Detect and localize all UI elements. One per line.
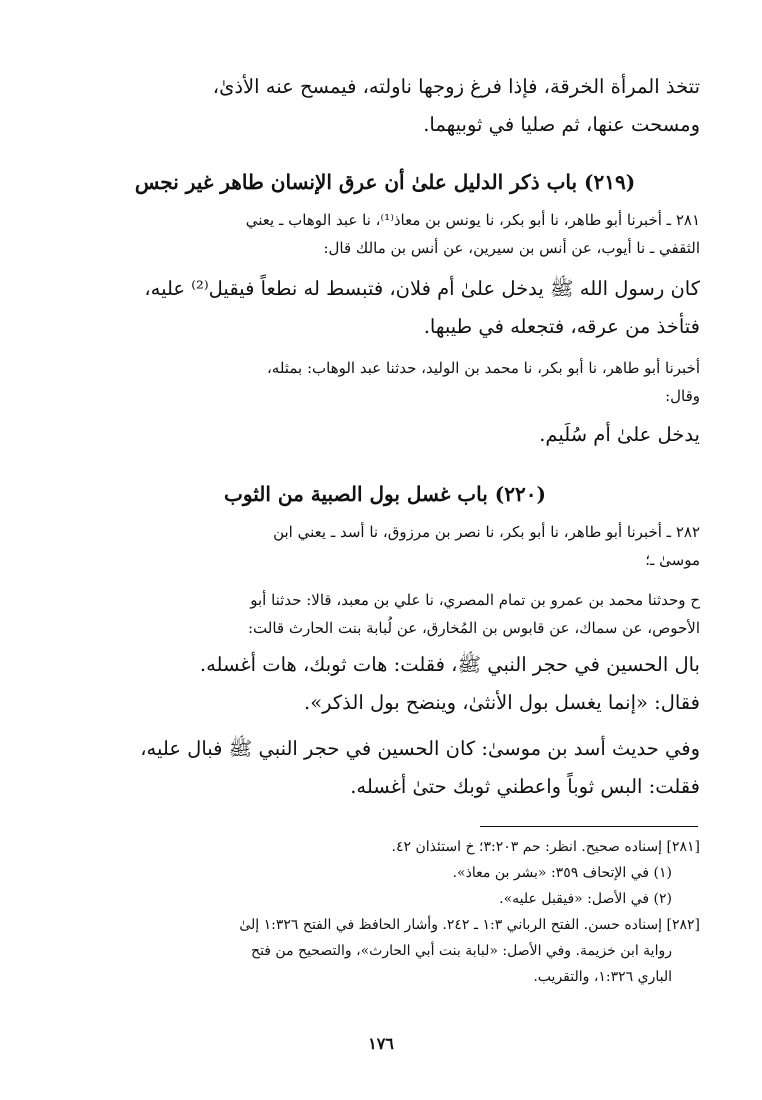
text-line: فتأخذ من عرقه، فتجعله في طيبها. (423, 315, 700, 338)
intro-paragraph (70, 68, 700, 144)
hadith-281-chain (70, 206, 700, 262)
text-line: يدخل علىٰ أم سُلَيم. (539, 423, 700, 446)
footnotes (70, 834, 700, 990)
footnote-282-line: [٢٨٢] إسناده حسن. الفتح الرباني ١:٣ ـ ٢٤٢. وأشار الحافظ في الفتح ١:٣٢٦ إلىٰ (239, 917, 700, 933)
text-line: وقال: (665, 387, 700, 405)
text-line: موسىٰ ـ؛ (645, 551, 700, 569)
footnote-281: [٢٨١] إسناده صحيح. انظر: حم ٣:٢٠٣؛ خ استئذان ٤٢. (391, 839, 700, 855)
text-line: ٢٨٢ ـ أخبرنا أبو طاهر، نا أبو بكر، نا نصر بن مرزوق، نا أسد ـ يعني ابن (273, 523, 700, 541)
hadith-281-text-2 (70, 416, 700, 454)
hadith-282-chain (70, 518, 700, 574)
footnote-282-line: الباري ١:٣٢٦، والتقريب. (533, 969, 672, 985)
footnote-separator (480, 826, 698, 827)
text-line: ٢٨١ ـ أخبرنا أبو طاهر، نا أبو بكر، نا يونس بن معاذ⁽¹⁾، نا عبد الوهاب ـ يعني (245, 211, 700, 229)
text-line: الثقفي ـ نا أيوب، عن أنس بن سيرين، عن أنس بن مالك قال: (323, 239, 700, 257)
text-line: وفي حديث أسد بن موسىٰ: كان الحسين في حجر النبي ﷺ فبال عليه، (140, 737, 700, 760)
page-number: ١٧٦ (368, 1034, 394, 1053)
hadith-282-text-2 (70, 730, 700, 806)
section-heading-219: (٢١٩) باب ذكر الدليل علىٰ أن عرق الإنسان طاهر غير نجس (134, 170, 636, 194)
footnote-2: (٢) في الأصل: «فيقبل عليه». (499, 891, 672, 907)
section-heading-220: (٢٢٠) باب غسل بول الصبية من الثوب (224, 482, 546, 506)
hadith-281-text (70, 270, 700, 346)
text-line: بال الحسين في حجر النبي ﷺ، فقلت: هات ثوبك، هات أغسله. (199, 653, 700, 676)
text-line: ومسحت عنها، ثم صليا في ثوبيهما. (423, 113, 700, 136)
footnote-1: (١) في الإتحاف ٣٥٩: «بشر بن معاذ». (452, 865, 672, 881)
hadith-282-text (70, 646, 700, 722)
hadith-282-chain-2 (70, 586, 700, 642)
footnote-282-line: رواية ابن خزيمة. وفي الأصل: «لبابة بنت أبي الحارث»، والتصحيح من فتح (251, 943, 672, 959)
text-line: الأحوص، عن سماك، عن قابوس بن المُخارق، عن لُبابة بنت الحارث قالت: (247, 619, 700, 637)
text-line: تتخذ المرأة الخرقة، فإذا فرغ زوجها ناولته، فيمسح عنه الأذىٰ، (212, 75, 700, 98)
text-line: ح وحدثنا محمد بن عمرو بن تمام المصري، نا علي بن معبد، قالا: حدثنا أبو (250, 591, 700, 609)
hadith-281-chain-2 (70, 354, 700, 410)
text-line: أخبرنا أبو طاهر، نا أبو بكر، نا محمد بن الوليد، حدثنا عبد الوهاب: بمثله، (266, 359, 700, 377)
text-line: فقلت: البس ثوباً واعطني ثوبك حتىٰ أغسله. (350, 775, 700, 798)
text-line: فقال: «إنما يغسل بول الأنثىٰ، وينضح بول الذكر». (304, 691, 700, 714)
text-line: كان رسول الله ﷺ يدخل علىٰ أم فلان، فتبسط له نطعاً فيقيل⁽²⁾ عليه، (144, 277, 700, 300)
